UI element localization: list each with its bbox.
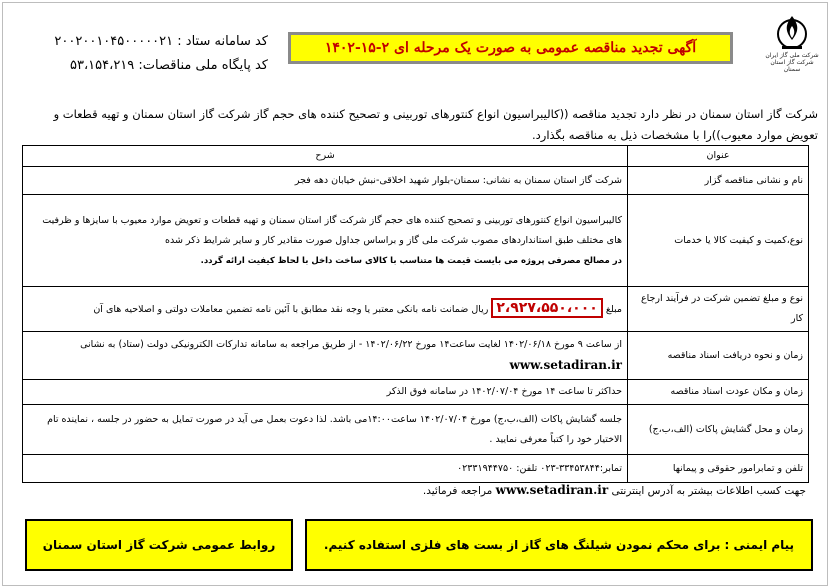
row-text-contact: تمابر:۳۳۴۵۳۸۴۴-۰۲۳ تلفن: ۰۲۳۳۱۹۴۴۷۵۰ bbox=[23, 455, 628, 483]
national-code bbox=[70, 58, 268, 73]
column-header-description: شرح bbox=[23, 146, 628, 167]
row-label-document-return: زمان و مکان عودت اسناد مناقصه bbox=[628, 380, 809, 405]
more-info-line bbox=[22, 483, 806, 497]
column-header-title: عنوان bbox=[628, 146, 809, 167]
row-label-envelope-opening: زمان و محل گشایش پاکات (الف،ب،ج) bbox=[628, 405, 809, 455]
national-code-value: ۵۳،۱۵۴،۲۱۹ bbox=[70, 58, 135, 73]
row-note-materials: در مصالح مصرفی پروژه می بایست قیمت ها متناسب با کالای ساخت داخل با لحاظ کیفیت ارائه گردد. bbox=[200, 255, 622, 266]
row-label-organizer: نام و نشانی مناقصه گزار bbox=[628, 167, 809, 195]
table-row bbox=[23, 455, 809, 483]
company-logo bbox=[763, 12, 821, 74]
row-text-organizer: شرکت گاز استان سمنان به نشانی: سمنان-بلوار شهید اخلاقی-نبش خیابان دهه فجر bbox=[23, 167, 628, 195]
public-relations-box: روابط عمومی شرکت گاز استان سمنان bbox=[25, 519, 293, 571]
row-label-contact: تلفن و تمابرامور حقوقی و پیمانها bbox=[628, 455, 809, 483]
announcement-title: آگهی تجدید مناقصه عمومی به صورت یک مرحله ای ۲-۱۵-۱۴۰۲ bbox=[288, 32, 733, 64]
setad-code-label: کد سامانه ستاد : bbox=[177, 34, 268, 49]
logo-line-2: شرکت گاز استان سمنان bbox=[770, 59, 814, 73]
intro-paragraph: شرکت گاز استان سمنان در نظر دارد تجدید مناقصه ((کالیبراسیون انواع کنتورهای توربینی و تصحیح کننده های حجم گاز شرکت گاز استان سمنان و تهیه قطعات و تعویض موارد معیوب))را با مشخصات ذیل به مناقصه بگذارد. bbox=[53, 107, 818, 142]
setad-code bbox=[54, 34, 268, 49]
row-cell-document-receipt bbox=[23, 332, 628, 380]
table-header-row bbox=[23, 146, 809, 167]
more-info-suffix: مراجعه فرمائید. bbox=[422, 485, 493, 497]
row-text-document-return: حداکثر تا ساعت ۱۴ مورخ ۱۴۰۲/۰۷/۰۴ در سامانه فوق الذکر bbox=[23, 380, 628, 405]
table-row bbox=[23, 167, 809, 195]
row-cell-goods-services bbox=[23, 195, 628, 287]
setadiran-link[interactable]: www.setadiran.ir bbox=[509, 357, 622, 372]
setad-code-value: ۲۰۰۲۰۰۱۰۴۵۰۰۰۰۰۲۱ bbox=[54, 34, 174, 49]
more-info-link[interactable]: www.setadiran.ir bbox=[495, 483, 609, 497]
table-row bbox=[23, 405, 809, 455]
guarantee-amount: ۲،۹۲۷،۵۵۰،۰۰۰ bbox=[491, 298, 602, 318]
row-label-goods-services: نوع،کمیت و کیفیت کالا یا خدمات bbox=[628, 195, 809, 287]
table-row bbox=[23, 332, 809, 380]
guarantee-text: ریال ضمانت نامه بانکی معتبر یا وجه نقد مطابق با آئین نامه تضمین معاملات دولتی و اصلاحیه های آن bbox=[93, 304, 489, 315]
guarantee-prefix: مبلغ bbox=[605, 304, 622, 315]
gas-company-emblem-icon bbox=[772, 12, 812, 52]
table-row bbox=[23, 380, 809, 405]
table-row bbox=[23, 195, 809, 287]
safety-message-box: پیام ایمنی : برای محکم نمودن شیلنگ های گاز از بست های فلزی استفاده کنیم. bbox=[305, 519, 813, 571]
row-cell-guarantee bbox=[23, 287, 628, 332]
tender-details-table bbox=[22, 145, 809, 483]
table-row bbox=[23, 287, 809, 332]
row-text-envelope-opening: جلسه گشایش پاکات (الف،ب،ج) مورخ ۱۴۰۲/۰۷/۰۴ ساعت۱۴:۰۰می باشد. لذا دعوت بعمل می آید در صورت تمایل به حضور در جلسه ، نماینده تام الاختیار خود را کتباً معرفی نمایید . bbox=[23, 405, 628, 455]
row-label-guarantee: نوع و مبلغ تضمین شرکت در فرآیند ارجاع کار bbox=[628, 287, 809, 332]
national-code-label: کد پایگاه ملی مناقصات: bbox=[138, 58, 268, 73]
document-receipt-text: از ساعت ۹ مورخ ۱۴۰۲/۰۶/۱۸ لغایت ساعت۱۴ مورخ ۱۴۰۲/۰۶/۲۲ - از طریق مراجعه به سامانه تدارکات الکترونیکی دولت (ستاد) به نشانی bbox=[80, 338, 622, 350]
more-info-prefix: جهت کسب اطلاعات بیشتر به آدرس اینترنتی bbox=[611, 485, 806, 497]
row-label-document-receipt: زمان و نحوه دریافت اسناد مناقصه bbox=[628, 332, 809, 380]
logo-line-1: شرکت ملی گاز ایران bbox=[765, 52, 819, 59]
row-text-goods-services: کالیبراسیون انواع کنتورهای توربینی و تصحیح کننده های حجم گاز شرکت گاز استان سمنان و تهیه قطعات و تعویض موارد معیوب با سایزها و ظرفیت های مختلف طبق استانداردهای مصوب شرکت ملی گاز و براساس جداول صورت مقادیر کار و سایر شرایط ذکر شده bbox=[42, 214, 622, 246]
